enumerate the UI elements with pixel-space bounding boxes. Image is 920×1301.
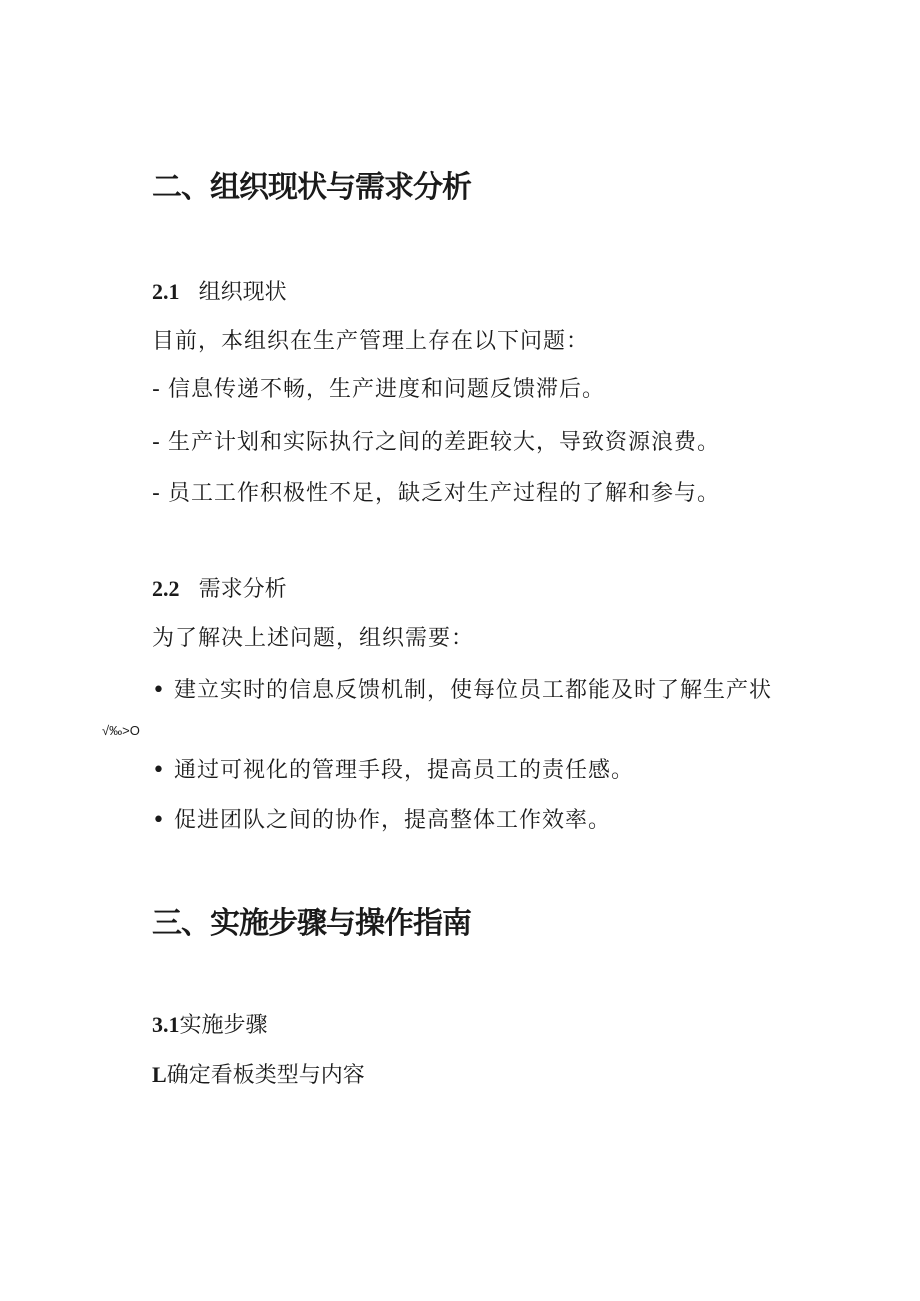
subsection-3-1-title: 实施步骤 (179, 1013, 268, 1038)
bullet-marker: • (152, 808, 166, 833)
section-3-heading: 三、实施步骤与操作指南 (152, 906, 471, 941)
list-item (152, 810, 611, 832)
list-item-text: 促进团队之间的协作，提高整体工作效率。 (174, 808, 612, 833)
subsection-2-2-intro: 为了解决上述问题，组织需要： (152, 626, 475, 651)
list-item-text: 生产计划和实际执行之间的差距较大，导致资源浪费。 (168, 430, 721, 455)
dash-marker: - (152, 430, 161, 455)
section-2-heading: 二、组织现状与需求分析 (152, 170, 471, 205)
subsection-2-1-intro: 目前，本组织在生产管理上存在以下问题： (152, 329, 590, 354)
dash-marker: - (152, 481, 161, 506)
step-1-title: 确定看板类型与内容 (166, 1063, 365, 1088)
list-item-text: 员工工作积极性不足，缺乏对生产过程的了解和参与。 (168, 481, 721, 506)
step-1-heading (152, 1064, 365, 1087)
subsection-2-2-title: 需求分析 (198, 577, 287, 602)
list-item (152, 680, 772, 702)
dash-marker: - (152, 377, 161, 402)
list-item (152, 760, 634, 782)
subsection-2-2-number: 2.2 (152, 576, 180, 601)
list-item-text: 信息传递不畅，生产进度和问题反馈滞后。 (168, 377, 606, 402)
step-1-number: L (152, 1062, 167, 1087)
subsection-2-1-heading (152, 281, 287, 304)
list-item-text: 建立实时的信息反馈机制，使每位员工都能及时了解生产状 (174, 678, 773, 703)
list-item-text: 通过可视化的管理手段，提高员工的责任感。 (174, 758, 635, 783)
list-item (152, 432, 720, 454)
list-item (152, 483, 720, 505)
subsection-3-1-number: 3.1 (152, 1012, 180, 1037)
subsection-2-2-heading (152, 578, 287, 601)
bullet-marker: • (152, 678, 166, 703)
subsection-3-1-heading (152, 1014, 268, 1037)
subsection-2-1-title: 组织现状 (198, 280, 287, 305)
wrapped-text-fragment: √‰>O (102, 723, 140, 738)
bullet-marker: • (152, 758, 166, 783)
list-item (152, 379, 605, 401)
subsection-2-1-number: 2.1 (152, 279, 180, 304)
